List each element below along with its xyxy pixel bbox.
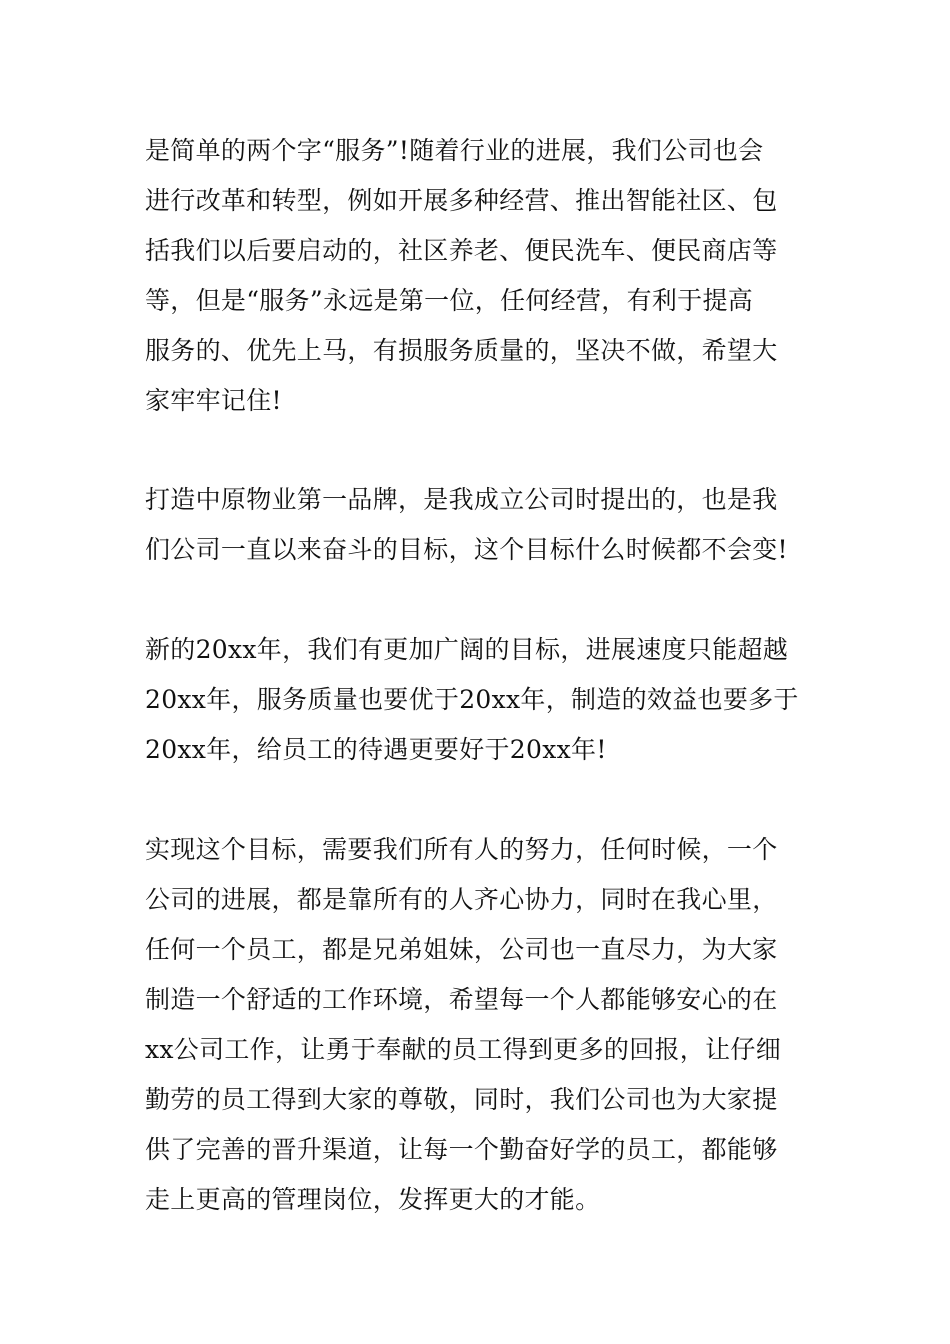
text-line: 们公司一直以来奋斗的目标，这个目标什么时候都不会变!	[145, 535, 788, 564]
text-line: 20xx年，给员工的待遇更要好于20xx年!	[145, 735, 607, 764]
text-line: 新的20xx年，我们有更加广阔的目标，进展速度只能超越	[145, 635, 789, 664]
text-line: 供了完善的晋升渠道，让每一个勤奋好学的员工，都能够	[145, 1135, 778, 1164]
text-line: 勤劳的员工得到大家的尊敬，同时，我们公司也为大家提	[145, 1085, 778, 1114]
text-line: 20xx年，服务质量也要优于20xx年，制造的效益也要多于	[145, 685, 799, 714]
text-line: 服务的、优先上马，有损服务质量的，坚决不做，希望大	[145, 336, 778, 365]
text-line: 等，但是“服务”永远是第一位，任何经营，有利于提高	[145, 286, 754, 315]
text-line: 任何一个员工，都是兄弟姐妹，公司也一直尽力，为大家	[145, 935, 778, 964]
text-line: 是简单的两个字“服务”!随着行业的进展，我们公司也会	[145, 136, 764, 165]
paragraph-service	[145, 126, 810, 426]
paragraph-new-year-goals	[145, 625, 810, 775]
text-line: 进行改革和转型，例如开展多种经营、推出智能社区、包	[145, 186, 778, 215]
text-line: 打造中原物业第一品牌，是我成立公司时提出的，也是我	[145, 485, 778, 514]
paragraph-teamwork	[145, 825, 810, 1225]
text-line: 实现这个目标，需要我们所有人的努力，任何时候，一个	[145, 835, 778, 864]
text-line: xx公司工作，让勇于奉献的员工得到更多的回报，让仔细	[145, 1035, 782, 1064]
text-line: 括我们以后要启动的，社区养老、便民洗车、便民商店等	[145, 236, 778, 265]
text-line: 走上更高的管理岗位，发挥更大的才能。	[145, 1185, 601, 1214]
text-line: 制造一个舒适的工作环境，希望每一个人都能够安心的在	[145, 985, 778, 1014]
paragraph-brand-goal	[145, 475, 810, 575]
text-line: 公司的进展，都是靠所有的人齐心协力，同时在我心里，	[145, 885, 778, 914]
text-line: 家牢牢记住!	[145, 386, 282, 415]
